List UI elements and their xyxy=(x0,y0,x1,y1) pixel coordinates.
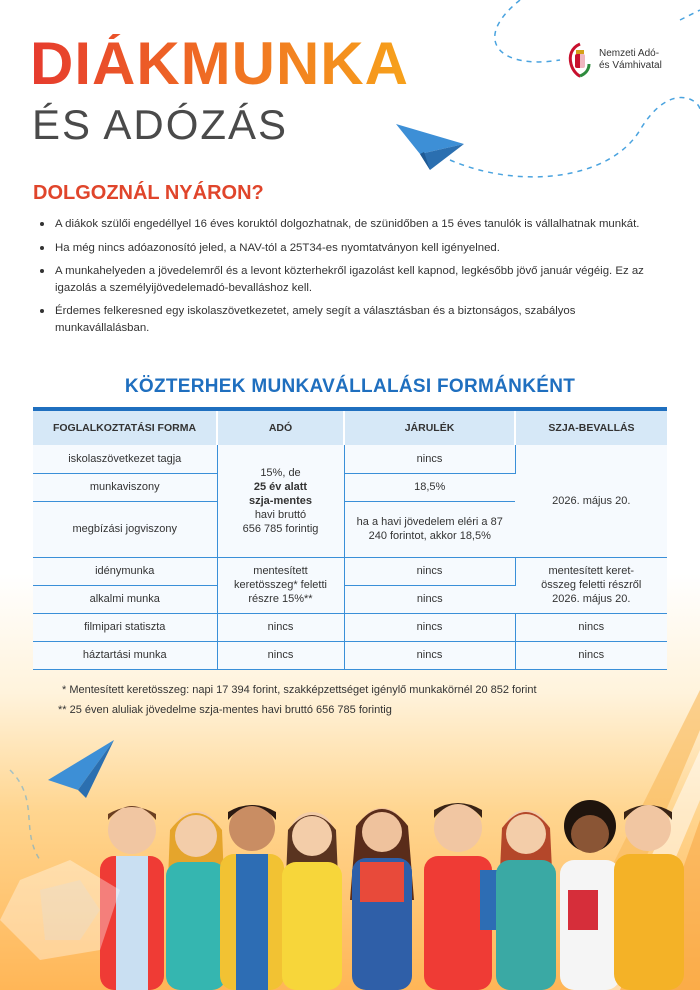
tax-text: 15%, de xyxy=(260,466,301,479)
student-figure xyxy=(350,808,414,990)
info-list xyxy=(40,216,660,343)
section-title: DOLGOZNÁL NYÁRON? xyxy=(33,182,264,204)
tax-text-bold: 25 év alatt xyxy=(253,480,308,493)
cell-form: munkaviszony xyxy=(33,473,217,501)
cell-form: idénymunka xyxy=(33,557,217,585)
tax-text: 656 785 forintig xyxy=(242,522,319,535)
watermark-logo xyxy=(0,860,140,970)
paper-plane-icon xyxy=(396,122,466,172)
cell-form: alkalmi munka xyxy=(33,585,217,613)
cell-contribution: 18,5% xyxy=(344,473,515,501)
page-subtitle: ÉS ADÓZÁS xyxy=(32,101,289,148)
logo-text-line2: és Vámhivatal xyxy=(599,60,662,71)
table-title: KÖZTERHEK MUNKAVÁLLALÁSI FORMÁNKÉNT xyxy=(124,376,576,397)
cell-tax-group1 xyxy=(217,445,344,557)
cell-form: filmipari statiszta xyxy=(33,613,217,641)
table-row xyxy=(33,557,667,585)
tax-text: havi bruttó xyxy=(254,508,307,521)
student-figure xyxy=(220,805,284,990)
student-figure xyxy=(560,800,620,990)
cell-filing: nincs xyxy=(515,641,667,669)
student-figure xyxy=(282,812,342,990)
nav-logo xyxy=(565,42,662,78)
logo-text-line1: Nemzeti Adó- xyxy=(599,47,660,59)
footnote-2: ** 25 éven aluliak jövedelme szja-mentes havi bruttó 656 785 forintig xyxy=(58,704,392,716)
page-title: DIÁKMUNKA xyxy=(30,30,409,97)
cell-contribution: nincs xyxy=(344,557,515,585)
list-item: A diákok szülői engedéllyel 16 éves koruktól dolgozhatnak, de szünidőben a 15 éves tanulók is vállalhatnak munkát. xyxy=(40,216,660,233)
tax-text: mentesített xyxy=(253,565,308,577)
list-item: A munkahelyeden a jövedelemről és a levont közterhekről igazolást kell kapnod, legkésőbb jövő január végéig. Ez az igazolás a személyijövedelemadó-bevalláshoz kell. xyxy=(40,263,660,296)
cell-form: megbízási jogviszony xyxy=(33,501,217,557)
table-header-row xyxy=(33,409,667,445)
cell-tax: nincs xyxy=(217,613,344,641)
student-figure xyxy=(166,811,226,990)
tax-text-bold: szja-mentes xyxy=(249,494,312,507)
table-row xyxy=(33,613,667,641)
tax-text: részre 15%** xyxy=(248,593,313,605)
list-item: Ha még nincs adóazonosító jeled, a NAV-tól a 25T34-es nyomtatványon kell igényelned. xyxy=(40,240,660,257)
cell-contribution: nincs xyxy=(344,613,515,641)
filing-text: összeg feletti részről xyxy=(541,579,642,591)
tax-text: keretösszeg* feletti xyxy=(234,579,327,591)
cell-form: iskolaszövetkezet tagja xyxy=(33,445,217,473)
cell-contribution: ha a havi jövedelem eléri a 87 240 forintot, akkor 18,5% xyxy=(344,501,515,557)
cell-tax-group2 xyxy=(217,557,344,613)
column-header-tax: ADÓ xyxy=(217,409,344,445)
student-figure xyxy=(614,805,684,990)
cell-filing: nincs xyxy=(515,613,667,641)
cell-contribution: nincs xyxy=(344,445,515,473)
column-header-form: FOGLALKOZTATÁSI FORMA xyxy=(33,409,217,445)
footnotes xyxy=(58,680,537,720)
footnote-1: * Mentesített keretösszeg: napi 17 394 forint, szakképzettséget igénylő munkakörnél 20 852 forint xyxy=(62,684,537,696)
student-figure xyxy=(496,810,556,990)
column-header-filing: SZJA-BEVALLÁS xyxy=(515,409,667,445)
cell-form: háztartási munka xyxy=(33,641,217,669)
filing-text: mentesített keret- xyxy=(548,565,635,577)
tax-table xyxy=(33,407,667,670)
cell-filing-group2 xyxy=(515,557,667,613)
filing-text: 2026. május 20. xyxy=(552,593,631,605)
cell-contribution: nincs xyxy=(344,585,515,613)
student-figure xyxy=(424,803,500,990)
cell-tax: nincs xyxy=(217,641,344,669)
table-row xyxy=(33,641,667,669)
column-header-contribution: JÁRULÉK xyxy=(344,409,515,445)
cell-contribution: nincs xyxy=(344,641,515,669)
table-row xyxy=(33,445,667,473)
hungarian-coat-of-arms-icon xyxy=(565,42,595,78)
list-item: Érdemes felkeresned egy iskolaszövetkezetet, amely segít a választásban és a biztonságos, szabályos munkavállalásban. xyxy=(40,303,660,336)
cell-filing-group1: 2026. május 20. xyxy=(515,445,667,557)
